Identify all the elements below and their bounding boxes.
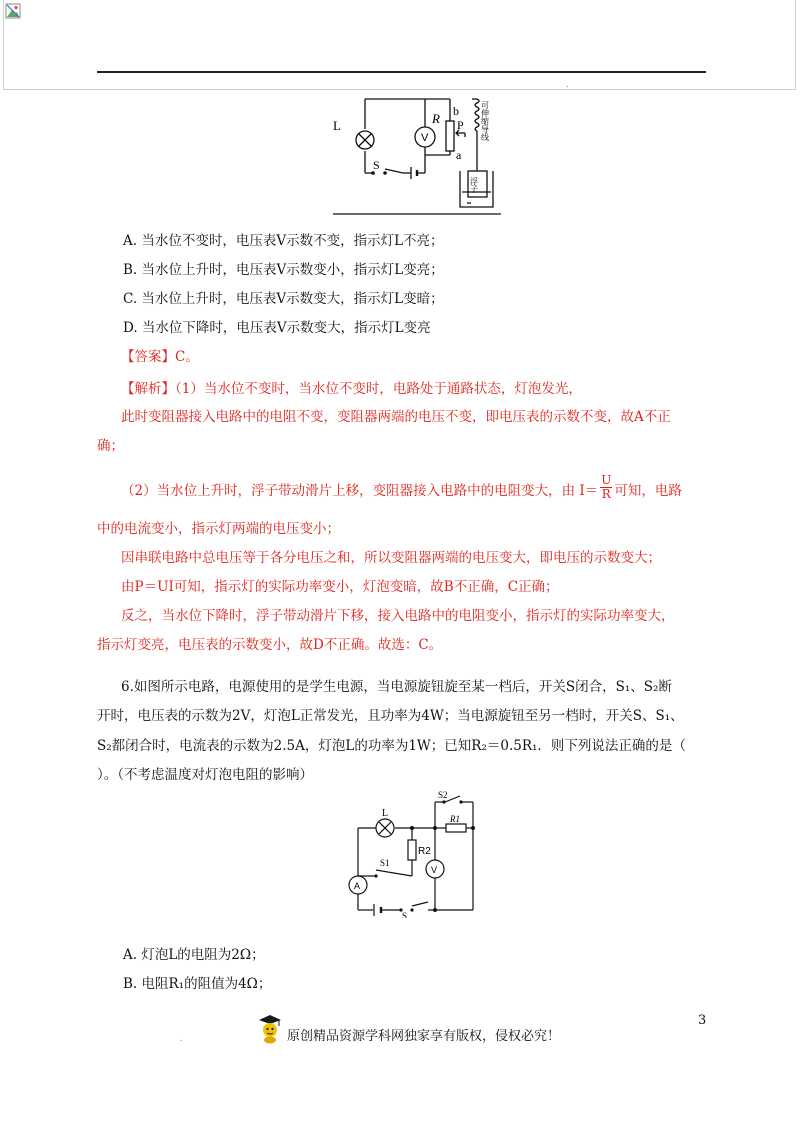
answer-value: C。 — [175, 349, 199, 365]
lamp-label: L — [333, 118, 341, 133]
analysis-text-4a: （2）当水位上升时，浮子带动滑片上移，变阻器接入电路中的电阻变大，由 I＝ — [121, 483, 599, 499]
header-dot: . — [566, 80, 569, 89]
r1-label: R1 — [450, 814, 460, 824]
fraction-numerator: U — [601, 473, 612, 487]
broken-image-icon — [5, 3, 21, 19]
fraction-denominator: R — [601, 487, 611, 501]
q5-option-d: D. 当水位下降时，电压表V示数变大，指示灯L变亮 — [123, 320, 431, 336]
switch-s-label: S — [402, 911, 408, 918]
q6-option-b: B. 电阻R₁的阻值为4Ω； — [123, 976, 272, 992]
analysis-line-2: 此时变阻器接入电路中的电阻不变，变阻器两端的电压不变，即电压表的示数不变，故A不正 — [121, 409, 671, 425]
s1-label: S1 — [380, 858, 390, 868]
analysis-line-9: 指示灯变亮，电压表的示数变小，故D不正确。故选：C。 — [97, 637, 443, 653]
spring-wire-label: 可伸缩导线 — [480, 101, 490, 141]
q5-option-b: B. 当水位上升时，电压表V示数变小，指示灯L变亮； — [123, 262, 444, 278]
header-frame — [3, 0, 796, 90]
q5-option-a: A. 当水位不变时，电压表V示数不变，指示灯L不亮； — [123, 233, 444, 249]
ohm-law-fraction — [600, 474, 612, 501]
analysis-text-1: （1）当水位不变时，当水位不变时，电路处于通路状态，灯泡发光， — [175, 381, 582, 397]
q6-option-a: A. 灯泡L的电阻为2Ω； — [123, 947, 265, 963]
page-number: 3 — [698, 1013, 707, 1028]
q6-line-3: S₂都闭合时，电流表的示数为2.5A，灯泡L的功率为1W；已知R₂＝0.5R₁．则下列说法正确的是（ — [97, 738, 686, 754]
footer-copyright: 原创精品资源学科网独家享有版权，侵权必究！ — [287, 1029, 561, 1044]
lamp-label-q6: L — [382, 808, 389, 819]
scholar-mascot-icon — [256, 1014, 284, 1044]
analysis-line-6: 因串联电路中总电压等于各分电压之和，所以变阻器两端的电压变大，即电压的示数变大； — [121, 550, 661, 566]
q6-line-4: ）。（不考虑温度对灯泡电阻的影响） — [97, 767, 313, 783]
header-rule — [97, 71, 706, 73]
q6-line-1: 6.如图所示电路，电源使用的是学生电源，当电源旋钮旋至某一档后，开关S闭合，S₁、S₂断 — [121, 679, 672, 695]
analysis-line-1 — [121, 379, 582, 399]
analysis-text-4b: 可知，电路 — [614, 483, 682, 499]
water-level-circuit-diagram — [325, 93, 505, 218]
end-a-label: a — [456, 148, 462, 162]
s2-label: S2 — [438, 790, 448, 800]
switch-label: S — [373, 158, 380, 172]
analysis-line-7: 由P＝UI可知，指示灯的实际功率变小，灯泡变暗，故B不正确，C正确； — [121, 579, 559, 595]
q6-line-2: 开时，电压表的示数为2V，灯泡L正常发光，且功率为4W；当电源旋钮至另一档时，开关S、S₁、 — [97, 708, 684, 724]
analysis-line-8: 反之，当水位下降时，浮子带动滑片下移，接入电路中的电阻变小，指示灯的实际功率变大， — [121, 608, 675, 624]
analysis-line-3: 确； — [97, 438, 124, 454]
answer-line — [121, 347, 199, 367]
q6-circuit-diagram — [340, 788, 490, 918]
analysis-tag: 【解析】 — [121, 381, 175, 397]
footer-dot: . — [180, 1034, 183, 1043]
r2-label: R2 — [418, 846, 431, 857]
end-b-label: b — [453, 104, 459, 118]
voltmeter-label: V — [421, 132, 429, 144]
q5-option-c: C. 当水位上升时，电压表V示数变大，指示灯L变暗； — [123, 291, 444, 307]
ammeter-label: A — [354, 881, 361, 891]
slider-label: P — [457, 118, 464, 132]
float-label: 浮子 — [469, 177, 479, 193]
analysis-line-4 — [121, 473, 682, 505]
rheostat-label: R — [432, 111, 440, 126]
voltmeter-label-q6: V — [431, 865, 438, 875]
analysis-line-5: 中的电流变小，指示灯两端的电压变小； — [97, 521, 340, 537]
answer-tag: 【答案】 — [121, 349, 175, 365]
